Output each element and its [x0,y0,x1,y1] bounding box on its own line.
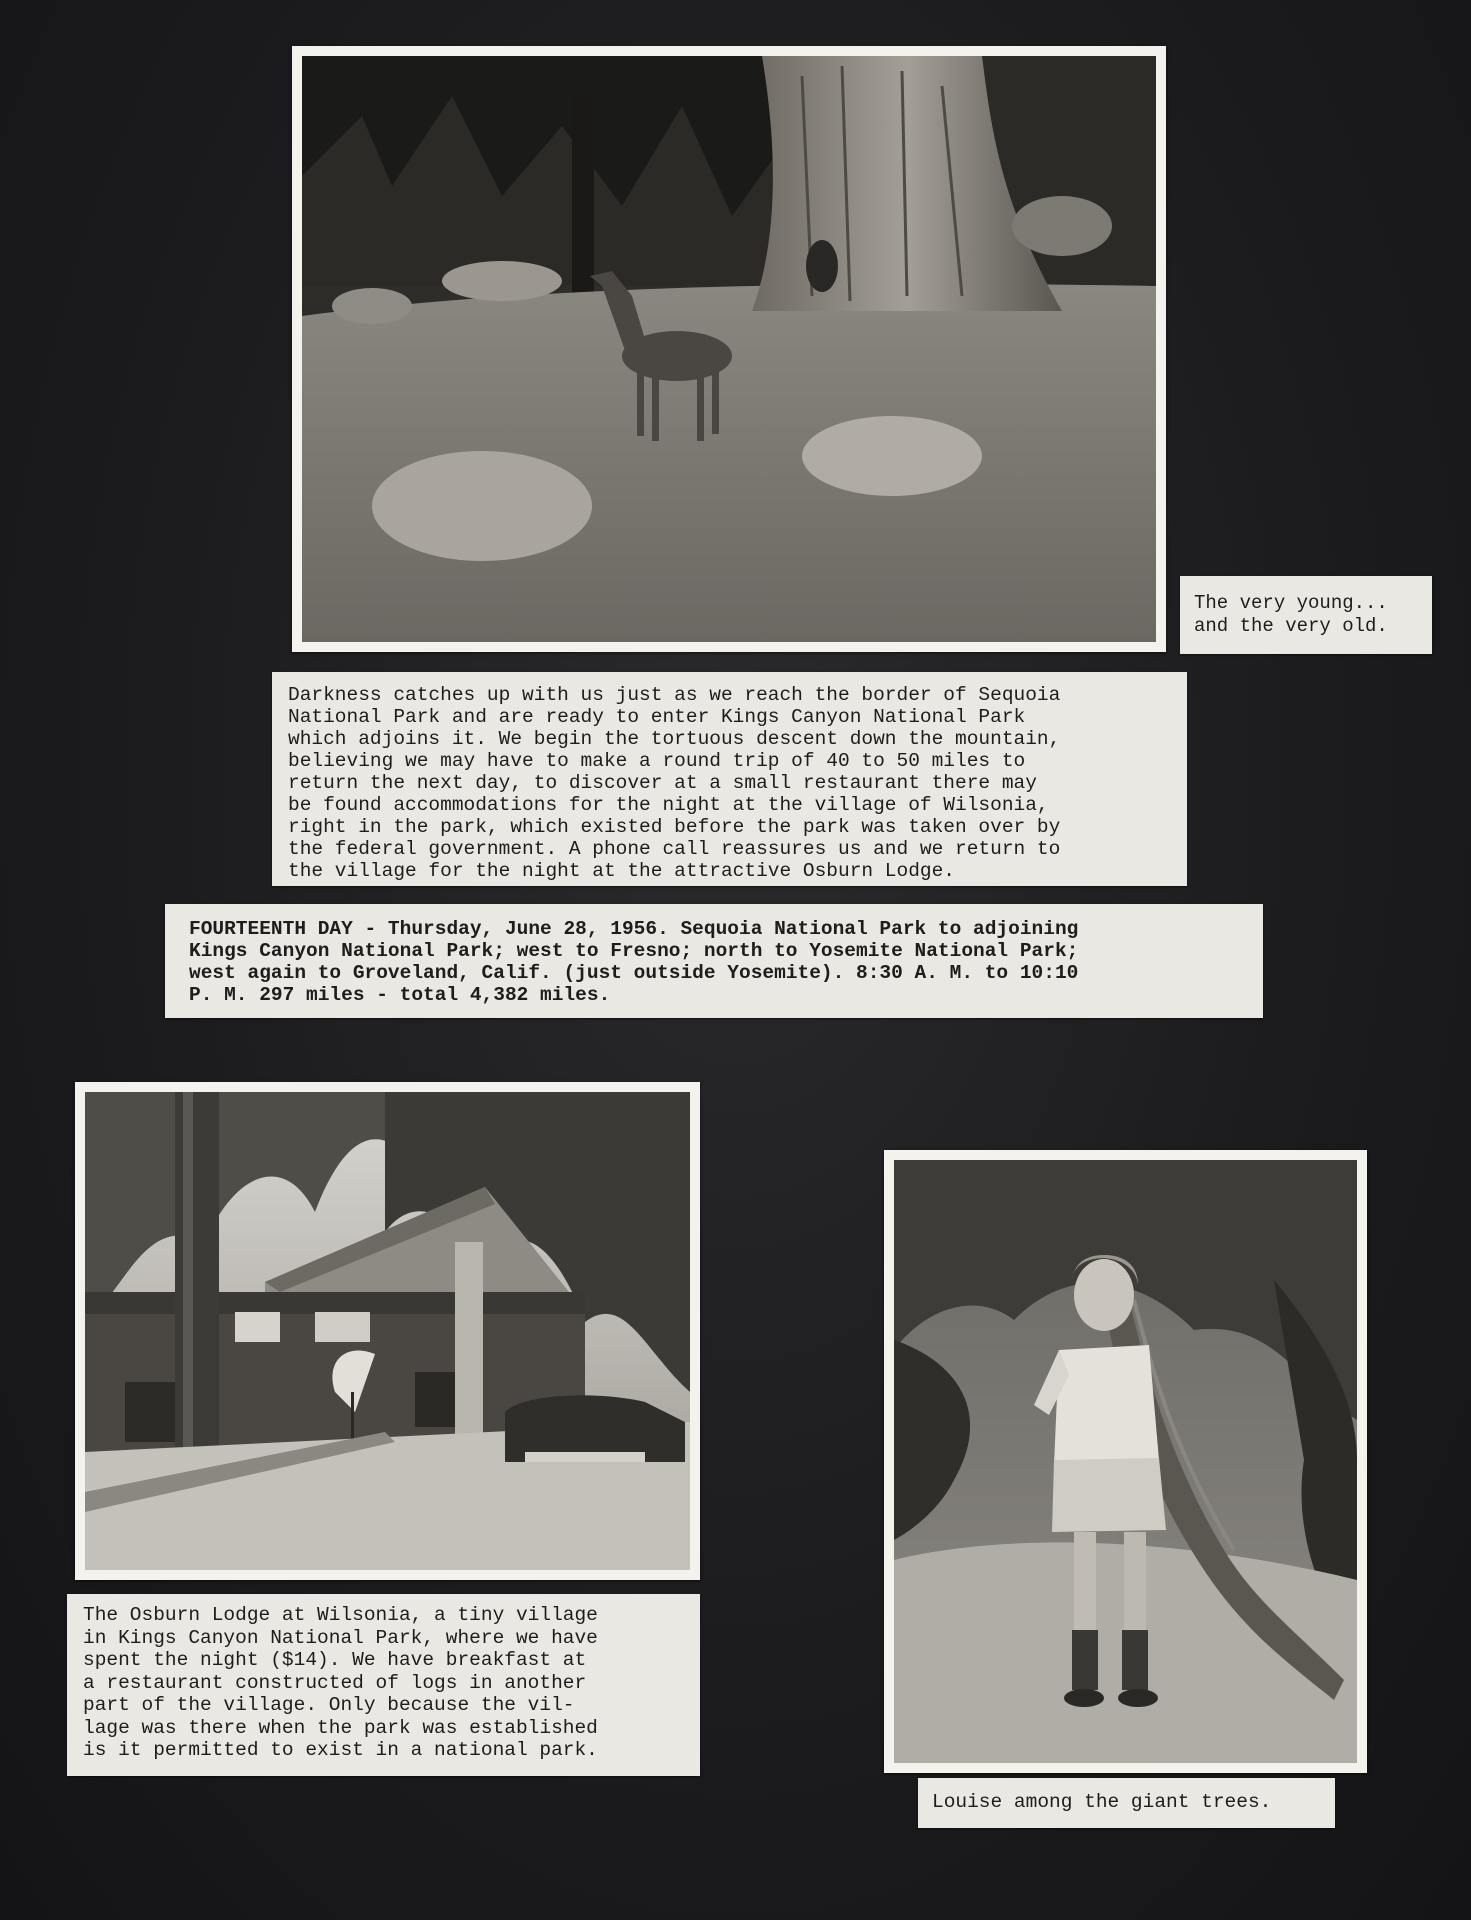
caption-young-old-text: The very young... and the very old. [1194,592,1388,637]
photo-louise [884,1150,1367,1773]
osburn-lodge-image [85,1092,690,1570]
caption-fourteenth-day-text: FOURTEENTH DAY - Thursday, June 28, 1956. Sequoia National Park to adjoining Kings Canyon National Park; west to Fresno; north to Yosemite National Park; west again to Groveland, Calif. (just outside Yosemite). 8:30 A. M. to 10:10 P. M. 297 miles - total 4,382 miles. [189,918,1079,1006]
photo-osburn-lodge [75,1082,700,1580]
caption-darkness [272,672,1187,886]
louise-image [894,1160,1357,1763]
caption-osburn-lodge-text: The Osburn Lodge at Wilsonia, a tiny village in Kings Canyon National Park, where we have spent the night ($14). We have breakfast at a restaurant constructed of logs in another part of the village. Only because the vil- lage was there when the park was established is it permitted to exist in a national park. [83,1604,598,1761]
caption-young-old [1180,576,1432,654]
deer-sequoia-image [302,56,1156,642]
caption-fourteenth-day [165,904,1263,1018]
photo-deer-sequoia [292,46,1166,652]
caption-louise-text: Louise among the giant trees. [932,1791,1272,1813]
caption-louise [918,1778,1335,1828]
caption-darkness-text: Darkness catches up with us just as we reach the border of Sequoia National Park and are ready to enter Kings Canyon National Park which adjoins it. We begin the tortuous descent down the mountain, believing we may have to make a round trip of 40 to 50 miles to return the next day, to discover at a small restaurant there may be found accommodations for the night at the village of Wilsonia, right in the park, which existed before the park was taken over by the federal government. A phone call reassures us and we return to the village for the night at the attractive Osburn Lodge. [288,684,1061,882]
caption-osburn-lodge [67,1594,700,1776]
